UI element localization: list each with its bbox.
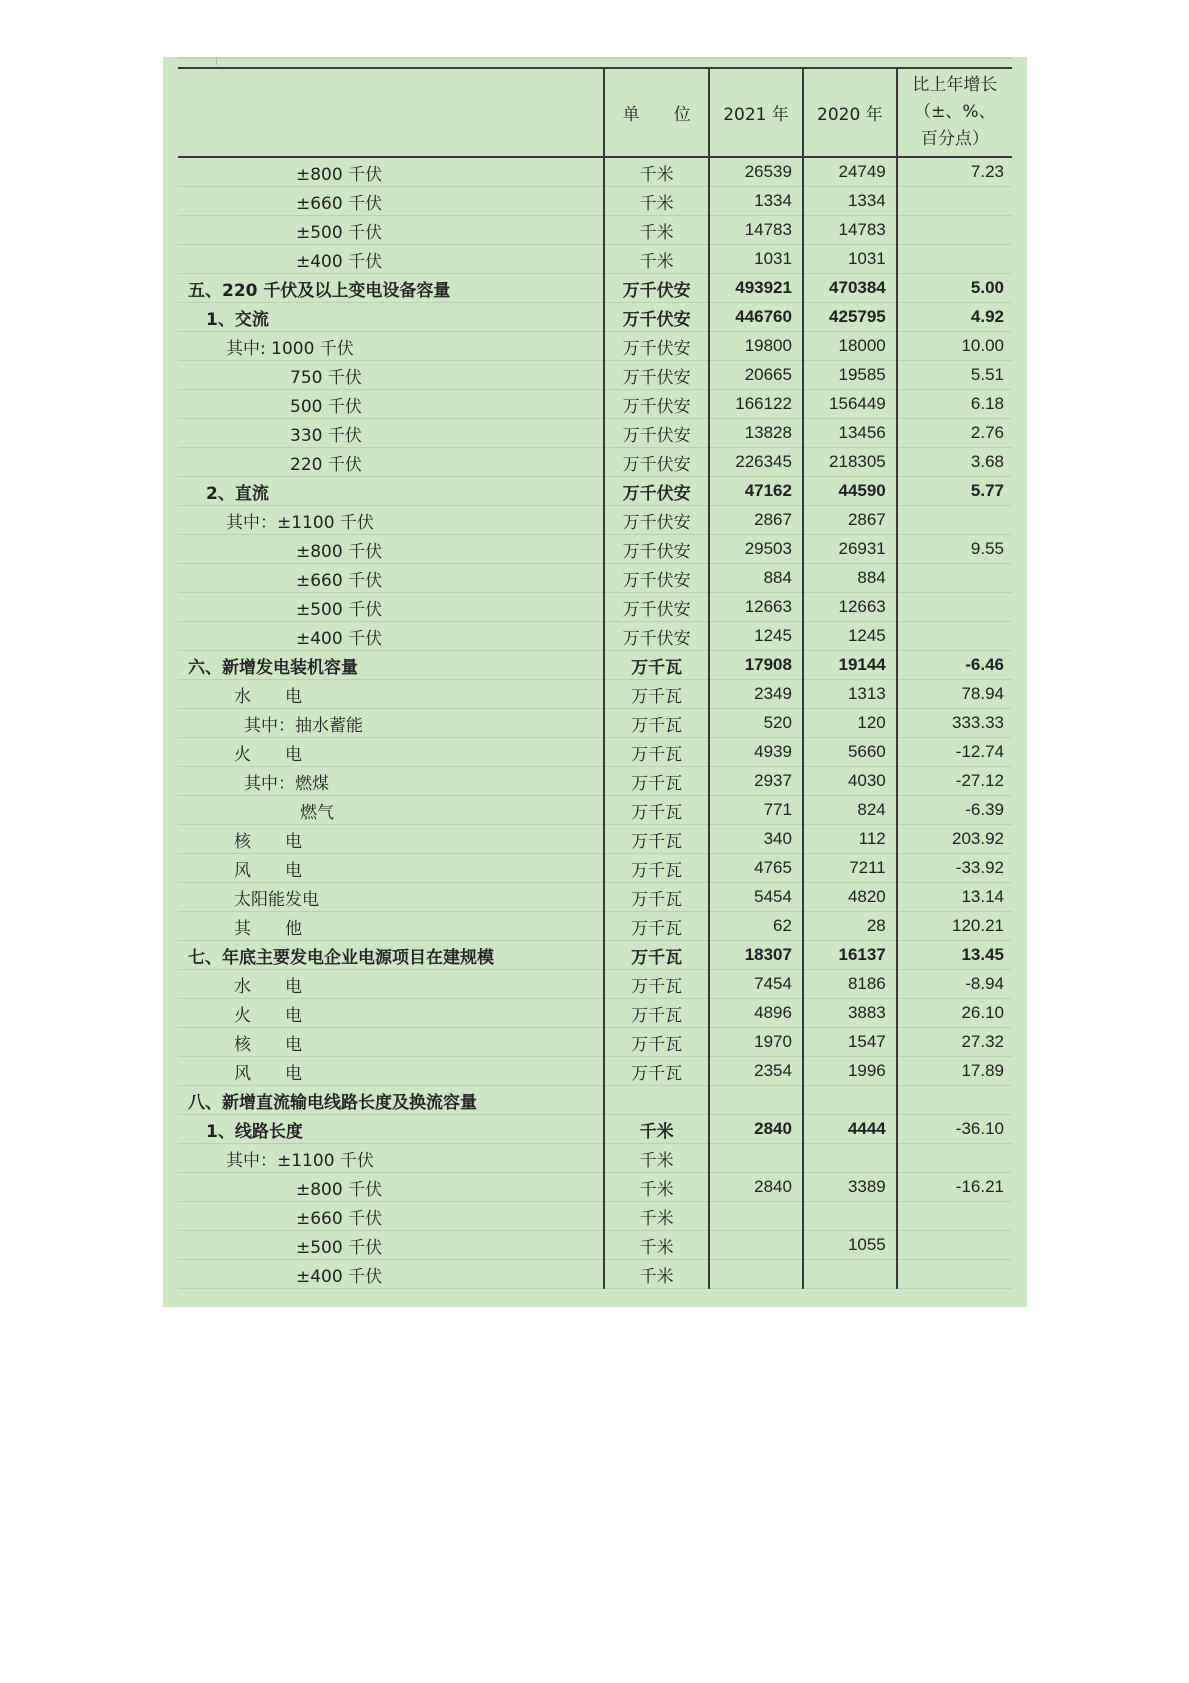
row-value-2020: 1245 [803,622,897,651]
table-body [178,157,1012,1289]
row-unit: 千米 [604,1202,709,1231]
row-name: ±500 千伏 [178,593,604,622]
table-row [178,303,1012,332]
row-value-2020: 4030 [803,767,897,796]
row-value-2021: 4939 [709,738,803,767]
power-statistics-table [178,67,1012,1289]
table-row [178,738,1012,767]
row-growth: 78.94 [897,680,1012,709]
row-growth [897,245,1012,274]
row-growth: 7.23 [897,157,1012,187]
row-unit: 万千伏安 [604,564,709,593]
table-row [178,941,1012,970]
row-value-2021 [709,1202,803,1231]
row-unit: 万千伏安 [604,535,709,564]
row-growth: -16.21 [897,1173,1012,1202]
row-value-2021: 884 [709,564,803,593]
row-unit: 万千瓦 [604,941,709,970]
table-row [178,1260,1012,1289]
row-value-2020 [803,1144,897,1173]
header-growth [897,68,1012,157]
row-value-2021: 26539 [709,157,803,187]
row-growth [897,1202,1012,1231]
table-row [178,593,1012,622]
row-unit: 万千瓦 [604,1057,709,1086]
row-value-2021: 1031 [709,245,803,274]
row-value-2021: 446760 [709,303,803,332]
row-growth [897,593,1012,622]
row-value-2020: 16137 [803,941,897,970]
row-growth: 120.21 [897,912,1012,941]
row-value-2020: 1031 [803,245,897,274]
statistics-table-panel [163,57,1027,1307]
table-row [178,854,1012,883]
row-name: 750 千伏 [178,361,604,390]
table-row [178,767,1012,796]
row-name: ±400 千伏 [178,245,604,274]
table-row [178,651,1012,680]
row-unit: 万千伏安 [604,332,709,361]
row-unit: 万千伏安 [604,303,709,332]
row-growth [897,1086,1012,1115]
row-growth: -8.94 [897,970,1012,999]
row-growth: 13.14 [897,883,1012,912]
row-value-2021: 4896 [709,999,803,1028]
row-growth: 5.77 [897,477,1012,506]
row-value-2021: 2354 [709,1057,803,1086]
table-row [178,912,1012,941]
row-name: 2、直流 [178,477,604,506]
row-unit: 万千伏安 [604,477,709,506]
row-name: ±800 千伏 [178,157,604,187]
row-growth: 26.10 [897,999,1012,1028]
row-unit: 千米 [604,187,709,216]
table-row [178,157,1012,187]
row-growth: 3.68 [897,448,1012,477]
row-growth: -6.46 [897,651,1012,680]
row-name: 火 电 [178,999,604,1028]
row-value-2020: 4820 [803,883,897,912]
row-unit: 万千瓦 [604,883,709,912]
row-value-2021 [709,1231,803,1260]
row-value-2020: 425795 [803,303,897,332]
row-value-2020: 112 [803,825,897,854]
row-value-2020: 1996 [803,1057,897,1086]
row-growth: -27.12 [897,767,1012,796]
row-value-2021: 1245 [709,622,803,651]
row-value-2020: 4444 [803,1115,897,1144]
row-unit: 千米 [604,1115,709,1144]
row-value-2021 [709,1260,803,1289]
row-value-2021: 226345 [709,448,803,477]
row-growth: 203.92 [897,825,1012,854]
table-row [178,796,1012,825]
header-growth-line-1: 比上年增长 [912,75,998,95]
row-value-2021: 18307 [709,941,803,970]
table-row [178,419,1012,448]
row-value-2020: 19144 [803,651,897,680]
header-growth-line-3: 百分点） [920,129,989,149]
row-name: 500 千伏 [178,390,604,419]
row-name: ±500 千伏 [178,216,604,245]
row-value-2021: 1334 [709,187,803,216]
row-name: 其 他 [178,912,604,941]
row-name: 1、线路长度 [178,1115,604,1144]
row-unit: 万千伏安 [604,361,709,390]
row-growth: -12.74 [897,738,1012,767]
table-row [178,564,1012,593]
table-row [178,187,1012,216]
row-unit: 千米 [604,216,709,245]
row-unit: 万千瓦 [604,709,709,738]
table-row [178,390,1012,419]
row-growth: 27.32 [897,1028,1012,1057]
row-unit: 千米 [604,157,709,187]
row-unit: 万千瓦 [604,680,709,709]
row-value-2020: 12663 [803,593,897,622]
row-growth [897,216,1012,245]
row-unit: 万千瓦 [604,912,709,941]
row-growth: 2.76 [897,419,1012,448]
row-growth [897,1144,1012,1173]
table-row [178,245,1012,274]
row-unit: 千米 [604,1260,709,1289]
row-unit: 万千瓦 [604,825,709,854]
top-notch [216,57,217,65]
row-value-2021: 19800 [709,332,803,361]
row-value-2020: 1547 [803,1028,897,1057]
row-growth: 5.51 [897,361,1012,390]
row-value-2020: 14783 [803,216,897,245]
row-value-2020 [803,1086,897,1115]
row-name: ±660 千伏 [178,1202,604,1231]
row-name: 七、年底主要发电企业电源项目在建规模 [178,941,604,970]
row-unit: 万千瓦 [604,970,709,999]
row-value-2020: 7211 [803,854,897,883]
row-value-2020: 3389 [803,1173,897,1202]
row-value-2021: 29503 [709,535,803,564]
header-item-cell [178,68,604,157]
row-growth [897,1231,1012,1260]
row-value-2021: 771 [709,796,803,825]
row-value-2020: 824 [803,796,897,825]
row-growth: 17.89 [897,1057,1012,1086]
row-value-2021: 13828 [709,419,803,448]
table-row [178,825,1012,854]
row-value-2021: 7454 [709,970,803,999]
table-row [178,216,1012,245]
row-name: ±660 千伏 [178,564,604,593]
row-unit: 万千瓦 [604,767,709,796]
row-value-2020: 8186 [803,970,897,999]
row-name: 风 电 [178,854,604,883]
row-name: 其中：抽水蓄能 [178,709,604,738]
row-name: 1、交流 [178,303,604,332]
row-unit: 万千瓦 [604,738,709,767]
row-value-2021: 2840 [709,1115,803,1144]
row-unit: 万千瓦 [604,796,709,825]
row-unit: 万千瓦 [604,999,709,1028]
top-rule [178,57,1012,59]
row-growth: -33.92 [897,854,1012,883]
row-name: 太阳能发电 [178,883,604,912]
table-row [178,709,1012,738]
row-value-2020: 26931 [803,535,897,564]
row-name: ±400 千伏 [178,622,604,651]
row-value-2021: 20665 [709,361,803,390]
row-value-2021: 2840 [709,1173,803,1202]
table-row [178,448,1012,477]
row-unit: 万千瓦 [604,651,709,680]
table-header-row [178,68,1012,157]
row-name: 其中: 1000 千伏 [178,332,604,361]
row-unit: 万千瓦 [604,1028,709,1057]
row-growth: 5.00 [897,274,1012,303]
row-value-2021 [709,1144,803,1173]
row-growth: 10.00 [897,332,1012,361]
row-unit: 万千瓦 [604,854,709,883]
table-row [178,1028,1012,1057]
table-row [178,1173,1012,1202]
row-name: ±660 千伏 [178,187,604,216]
row-name: 核 电 [178,825,604,854]
row-value-2020: 2867 [803,506,897,535]
row-value-2021: 520 [709,709,803,738]
row-name: 火 电 [178,738,604,767]
table-row [178,1115,1012,1144]
row-value-2020: 44590 [803,477,897,506]
row-name: 六、新增发电装机容量 [178,651,604,680]
row-value-2020: 884 [803,564,897,593]
row-value-2021: 2867 [709,506,803,535]
row-value-2020 [803,1202,897,1231]
table-row [178,1144,1012,1173]
table-row [178,535,1012,564]
row-name: 核 电 [178,1028,604,1057]
table-row [178,274,1012,303]
row-name: 五、220 千伏及以上变电设备容量 [178,274,604,303]
row-name: 330 千伏 [178,419,604,448]
row-value-2021: 17908 [709,651,803,680]
row-name: ±800 千伏 [178,1173,604,1202]
row-value-2020: 156449 [803,390,897,419]
row-growth: -36.10 [897,1115,1012,1144]
table-row [178,1086,1012,1115]
row-value-2020: 13456 [803,419,897,448]
row-unit: 千米 [604,245,709,274]
row-growth: -6.39 [897,796,1012,825]
table-row [178,999,1012,1028]
row-unit: 万千伏安 [604,390,709,419]
header-unit: 单 位 [604,68,709,157]
row-unit: 千米 [604,1144,709,1173]
row-value-2020: 1313 [803,680,897,709]
table-row [178,1057,1012,1086]
row-name: 其中：±1100 千伏 [178,506,604,535]
table-row [178,622,1012,651]
row-value-2020: 19585 [803,361,897,390]
row-value-2021: 493921 [709,274,803,303]
row-value-2021 [709,1086,803,1115]
row-value-2021: 340 [709,825,803,854]
row-unit: 千米 [604,1231,709,1260]
row-growth [897,187,1012,216]
row-name: 燃气 [178,796,604,825]
row-name: 220 千伏 [178,448,604,477]
row-name: ±500 千伏 [178,1231,604,1260]
row-unit: 万千伏安 [604,274,709,303]
row-value-2021: 47162 [709,477,803,506]
table-row [178,332,1012,361]
row-name: 风 电 [178,1057,604,1086]
row-value-2020 [803,1260,897,1289]
row-value-2021: 12663 [709,593,803,622]
row-value-2020: 120 [803,709,897,738]
row-name: 其中：燃煤 [178,767,604,796]
row-growth [897,506,1012,535]
row-value-2021: 5454 [709,883,803,912]
table-row [178,970,1012,999]
row-unit: 万千伏安 [604,622,709,651]
row-value-2020: 24749 [803,157,897,187]
row-name: ±800 千伏 [178,535,604,564]
row-growth: 333.33 [897,709,1012,738]
table-row [178,477,1012,506]
table-row [178,883,1012,912]
row-value-2020: 28 [803,912,897,941]
row-value-2021: 62 [709,912,803,941]
row-value-2021: 166122 [709,390,803,419]
row-value-2021: 2937 [709,767,803,796]
table-row [178,361,1012,390]
table-row [178,680,1012,709]
row-name: ±400 千伏 [178,1260,604,1289]
row-value-2021: 4765 [709,854,803,883]
row-name: 八、新增直流输电线路长度及换流容量 [178,1086,604,1115]
row-value-2021: 14783 [709,216,803,245]
row-unit: 千米 [604,1173,709,1202]
row-value-2020: 5660 [803,738,897,767]
row-value-2020: 1055 [803,1231,897,1260]
row-growth: 4.92 [897,303,1012,332]
row-unit: 万千伏安 [604,506,709,535]
row-value-2020: 1334 [803,187,897,216]
row-value-2021: 2349 [709,680,803,709]
row-name: 水 电 [178,970,604,999]
row-value-2020: 3883 [803,999,897,1028]
row-value-2020: 218305 [803,448,897,477]
row-unit: 万千伏安 [604,419,709,448]
row-growth [897,564,1012,593]
row-growth: 13.45 [897,941,1012,970]
row-unit: 万千伏安 [604,593,709,622]
row-unit [604,1086,709,1115]
row-growth: 6.18 [897,390,1012,419]
header-2021: 2021 年 [709,68,803,157]
row-growth [897,1260,1012,1289]
row-name: 其中：±1100 千伏 [178,1144,604,1173]
table-row [178,1202,1012,1231]
table-row [178,506,1012,535]
row-unit: 万千伏安 [604,448,709,477]
header-growth-line-2: （±、%、 [914,102,996,122]
row-name: 水 电 [178,680,604,709]
row-value-2020: 470384 [803,274,897,303]
header-2020: 2020 年 [803,68,897,157]
row-value-2020: 18000 [803,332,897,361]
row-value-2021: 1970 [709,1028,803,1057]
row-growth [897,622,1012,651]
row-growth: 9.55 [897,535,1012,564]
table-row [178,1231,1012,1260]
